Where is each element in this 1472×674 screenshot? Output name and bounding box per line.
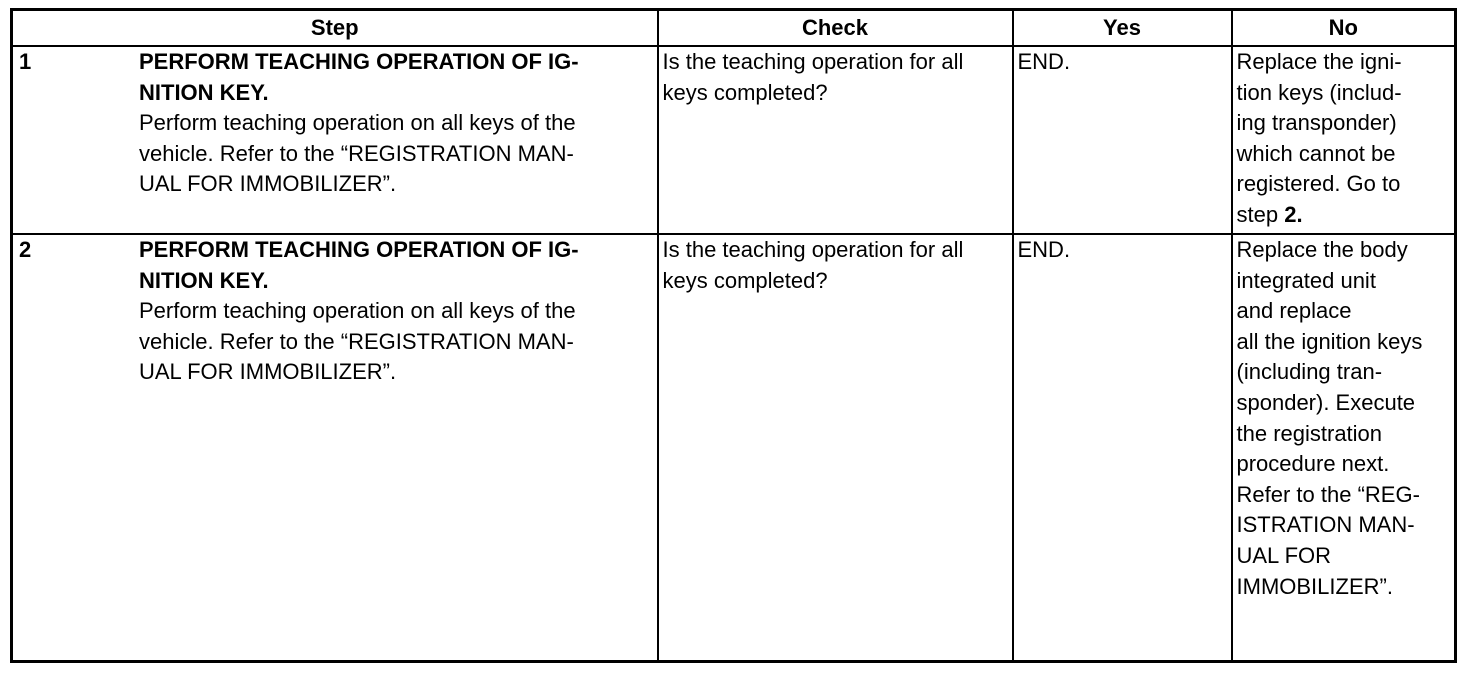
- step-title: [139, 47, 649, 108]
- step-instruction-line: Perform teaching operation on all keys of the: [139, 298, 576, 324]
- header-no: No: [1232, 10, 1456, 47]
- no-line: which cannot be: [1236, 140, 1396, 166]
- no-step-number: 2.: [1284, 201, 1303, 227]
- step-instruction-line: UAL FOR IMMOBILIZER”.: [139, 171, 397, 197]
- no-line: ISTRATION MAN-: [1236, 512, 1415, 538]
- no-line: tion keys (includ-: [1236, 79, 1402, 105]
- step-body: [139, 235, 657, 388]
- step-title: [139, 235, 649, 296]
- no-line: registered. Go to: [1236, 171, 1401, 197]
- table-row: [12, 46, 1456, 234]
- no-line: Replace the body: [1236, 237, 1408, 262]
- no-line: Replace the igni-: [1236, 49, 1402, 74]
- header-yes: Yes: [1013, 10, 1232, 47]
- check-line: keys completed?: [662, 79, 828, 105]
- header-check: Check: [658, 10, 1013, 47]
- yes-text: END.: [1017, 237, 1071, 262]
- check-line: keys completed?: [662, 267, 828, 293]
- step-number: 1: [19, 49, 32, 74]
- no-line: IMMOBILIZER”.: [1236, 573, 1393, 599]
- check-cell: [658, 46, 1013, 234]
- diagnostic-table: [10, 8, 1457, 663]
- no-line: Refer to the “REG-: [1236, 481, 1420, 507]
- no-line: (including tran-: [1236, 359, 1383, 385]
- check-line: Is the teaching operation for all: [662, 49, 964, 74]
- step-body: [139, 47, 657, 200]
- step-instruction-line: UAL FOR IMMOBILIZER”.: [139, 359, 397, 385]
- no-line: the registration: [1236, 420, 1383, 446]
- yes-cell: [1013, 234, 1232, 662]
- no-line: all the ignition keys: [1236, 328, 1423, 354]
- step-cell: [12, 234, 658, 662]
- header-row: [12, 10, 1456, 47]
- no-line: UAL FOR: [1236, 542, 1332, 568]
- yes-text: END.: [1017, 49, 1071, 74]
- step-title-line: NITION KEY.: [139, 267, 269, 293]
- no-line: and replace: [1236, 298, 1352, 324]
- no-step-prefix: step: [1236, 201, 1279, 227]
- no-cell: [1232, 234, 1456, 662]
- step-title-line: PERFORM TEACHING OPERATION OF IG-: [139, 49, 579, 74]
- check-cell: [658, 234, 1013, 662]
- step-title-line: PERFORM TEACHING OPERATION OF IG-: [139, 237, 579, 262]
- step-instruction-line: Perform teaching operation on all keys of the: [139, 110, 576, 136]
- no-line: ing transponder): [1236, 110, 1397, 136]
- no-line: integrated unit: [1236, 267, 1376, 293]
- no-line: sponder). Execute: [1236, 389, 1416, 415]
- step-instruction-line: vehicle. Refer to the “REGISTRATION MAN-: [139, 328, 574, 354]
- header-step: Step: [12, 10, 658, 47]
- step-instruction-line: vehicle. Refer to the “REGISTRATION MAN-: [139, 140, 574, 166]
- yes-cell: [1013, 46, 1232, 234]
- step-title-line: NITION KEY.: [139, 79, 269, 105]
- no-step-reference: [1237, 200, 1455, 231]
- step-cell: [12, 46, 658, 234]
- no-cell: [1232, 46, 1456, 234]
- step-number: 2: [19, 237, 32, 262]
- check-line: Is the teaching operation for all: [662, 237, 964, 262]
- table-row: [12, 234, 1456, 662]
- no-line: procedure next.: [1236, 451, 1390, 477]
